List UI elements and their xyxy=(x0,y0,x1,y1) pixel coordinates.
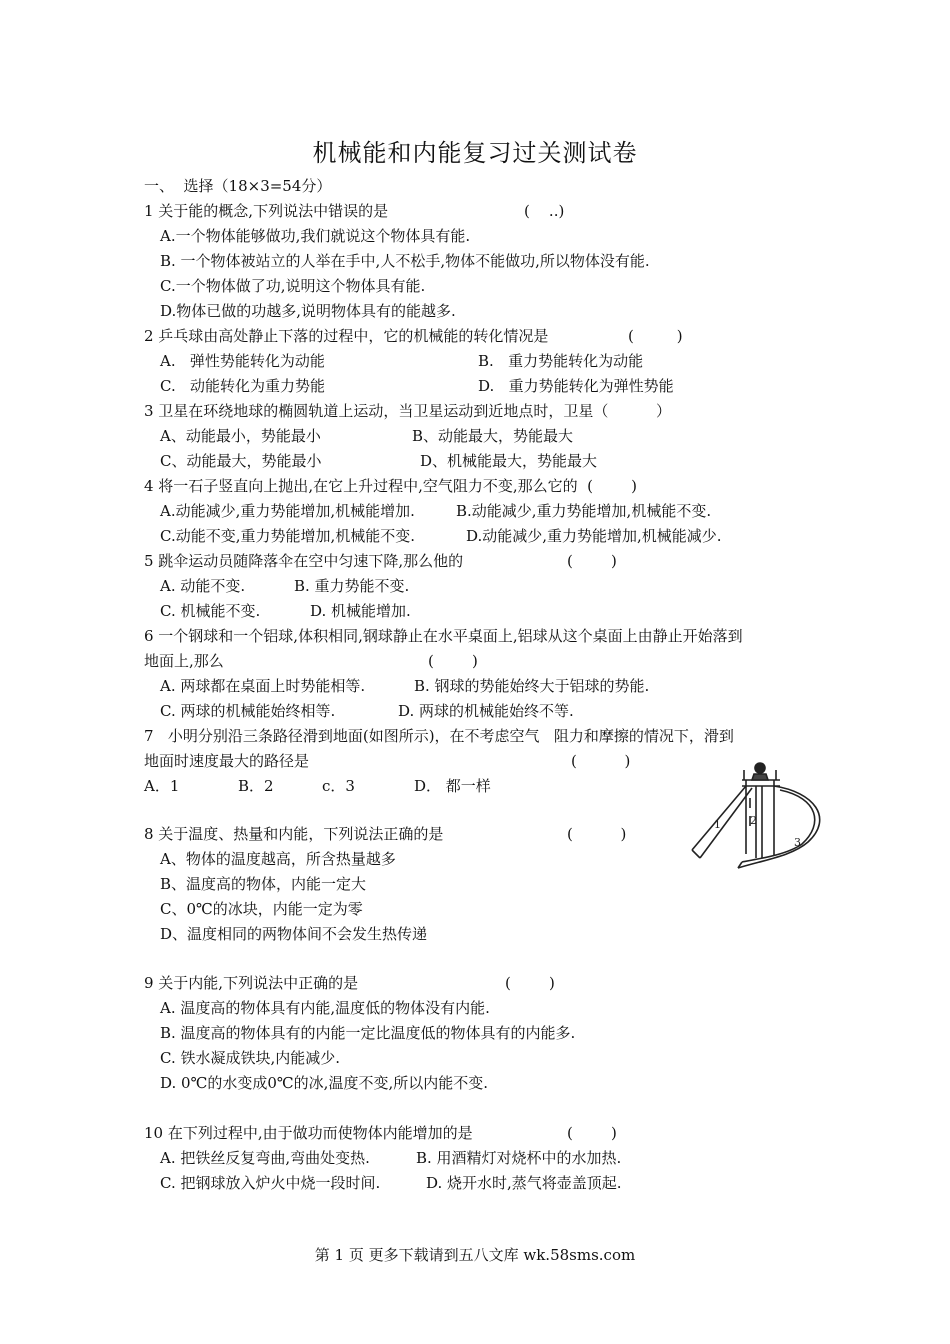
question-5-option-d: D. 机械能增加. xyxy=(310,602,411,620)
question-10-option-c: C. 把钢球放入炉火中烧一段时间. xyxy=(160,1174,381,1192)
question-3-option-a: A、动能最小，势能最小 xyxy=(160,427,321,445)
question-1-option-d: D.物体已做的功越多,说明物体具有的能越多. xyxy=(160,302,456,320)
question-4-option-c: C.动能不变,重力势能增加,机械能不变. xyxy=(160,527,416,545)
question-7-answer-blank: ( ) xyxy=(571,752,631,770)
question-9-option-b: B. 温度高的物体具有的内能一定比温度低的物体具有的内能多. xyxy=(160,1024,576,1042)
question-6-answer-blank: ( ) xyxy=(428,652,478,670)
question-3-option-b: B、动能最大，势能最大 xyxy=(412,427,574,445)
question-3-stem: 3 卫星在环绕地球的椭圆轨道上运动，当卫星运动到近地点时，卫星（ ） xyxy=(144,402,671,420)
path-label-2: 2 xyxy=(750,814,757,827)
question-4-option-b: B.动能减少,重力势能增加,机械能不变. xyxy=(456,502,712,520)
question-7-stem-continued: 地面时速度最大的路径是 xyxy=(144,752,310,770)
question-6-option-c: C. 两球的机械能始终相等. xyxy=(160,702,336,720)
path-label-3: 3 xyxy=(794,836,801,849)
question-6-option-b: B. 钢球的势能始终大于铝球的势能. xyxy=(414,677,650,695)
question-5-answer-blank: ( ) xyxy=(567,552,617,570)
question-1-stem: 1 关于能的概念,下列说法中错误的是 xyxy=(144,202,389,220)
page-title: 机械能和内能复习过关测试卷 xyxy=(312,139,638,167)
question-9-option-d: D. 0℃的水变成0℃的冰,温度不变,所以内能不变. xyxy=(160,1074,488,1092)
question-7-option-b: B．2 xyxy=(238,777,274,795)
page-footer: 第 1 页 更多下载请到五八文库 wk.58sms.com xyxy=(314,1246,636,1264)
question-7-stem: 7 小明分别沿三条路径滑到地面(如图所示)，在不考虑空气 阻力和摩擦的情况下，滑到 xyxy=(144,727,734,745)
section-header: 一、 选择（18×3=54分） xyxy=(144,177,332,195)
question-4-option-d: D.动能减少,重力势能增加,机械能减少. xyxy=(466,527,722,545)
question-8-stem: 8 关于温度、热量和内能，下列说法正确的是 xyxy=(144,825,444,843)
question-6-option-a: A. 两球都在桌面上时势能相等. xyxy=(160,677,366,695)
question-9-option-a: A. 温度高的物体具有内能,温度低的物体没有内能. xyxy=(160,999,490,1017)
question-3-option-c: C、动能最大，势能最小 xyxy=(160,452,322,470)
question-8-option-b: B、温度高的物体，内能一定大 xyxy=(160,875,367,893)
question-5-option-b: B. 重力势能不变. xyxy=(294,577,410,595)
question-5-option-c: C. 机械能不变. xyxy=(160,602,261,620)
question-3-option-d: D、机械能最大，势能最大 xyxy=(420,452,598,470)
question-2-option-c: C. 动能转化为重力势能 xyxy=(160,377,326,395)
question-6-stem: 6 一个钢球和一个铝球,体积相同,钢球静止在水平桌面上,铝球从这个桌面上由静止开始落到 xyxy=(144,627,743,645)
question-1-option-b: B. 一个物体被站立的人举在手中,人不松手,物体不能做功,所以物体没有能. xyxy=(160,252,650,270)
question-1-option-a: A.一个物体能够做功,我们就说这个物体具有能. xyxy=(160,227,471,245)
path-label-1: 1 xyxy=(714,818,721,831)
question-4-stem: 4 将一石子竖直向上抛出,在它上升过程中,空气阻力不变,那么它的 ( ) xyxy=(144,477,638,495)
question-1-option-c: C.一个物体做了功,说明这个物体具有能. xyxy=(160,277,426,295)
question-8-option-a: A、物体的温度越高，所含热量越多 xyxy=(160,850,396,868)
question-2-stem: 2 乒乓球由高处静止下落的过程中，它的机械能的转化情况是 xyxy=(144,327,549,345)
question-9-answer-blank: ( ) xyxy=(505,974,555,992)
question-7-option-d: D． 都一样 xyxy=(414,777,491,795)
question-8-option-c: C、0℃的冰块，内能一定为零 xyxy=(160,900,363,918)
question-4-option-a: A.动能减少,重力势能增加,机械能增加. xyxy=(160,502,415,520)
question-10-option-b: B. 用酒精灯对烧杯中的水加热. xyxy=(416,1149,622,1167)
slide-tower-icon xyxy=(742,763,780,856)
question-9-option-c: C. 铁水凝成铁块,内能减少. xyxy=(160,1049,341,1067)
question-2-answer-blank: ( ) xyxy=(628,327,683,345)
question-9-stem: 9 关于内能,下列说法中正确的是 xyxy=(144,974,359,992)
question-8-answer-blank: ( ) xyxy=(567,825,627,843)
question-6-option-d: D. 两球的机械能始终不等. xyxy=(398,702,574,720)
question-1-answer-blank: ( ..) xyxy=(524,202,565,220)
question-10-option-d: D. 烧开水时,蒸气将壶盖顶起. xyxy=(426,1174,622,1192)
question-5-stem: 5 跳伞运动员随降落伞在空中匀速下降,那么他的 xyxy=(144,552,464,570)
slide-path-1-icon xyxy=(692,786,752,858)
question-7-option-c: c．3 xyxy=(322,777,355,795)
question-2-option-d: D. 重力势能转化为弹性势能 xyxy=(478,377,674,395)
question-8-option-d: D、温度相同的两物体间不会发生热传递 xyxy=(160,925,428,943)
question-7-option-a: A．1 xyxy=(144,777,180,795)
question-10-stem: 10 在下列过程中,由于做功而使物体内能增加的是 xyxy=(144,1124,473,1142)
question-2-option-b: B. 重力势能转化为动能 xyxy=(478,352,644,370)
question-10-option-a: A. 把铁丝反复弯曲,弯曲处变热. xyxy=(160,1149,370,1167)
slide-paths-figure xyxy=(684,758,832,878)
question-5-option-a: A. 动能不变. xyxy=(160,577,246,595)
question-10-answer-blank: ( ) xyxy=(567,1124,617,1142)
question-2-option-a: A. 弹性势能转化为动能 xyxy=(160,352,325,370)
question-6-stem-continued: 地面上,那么 xyxy=(144,652,224,670)
